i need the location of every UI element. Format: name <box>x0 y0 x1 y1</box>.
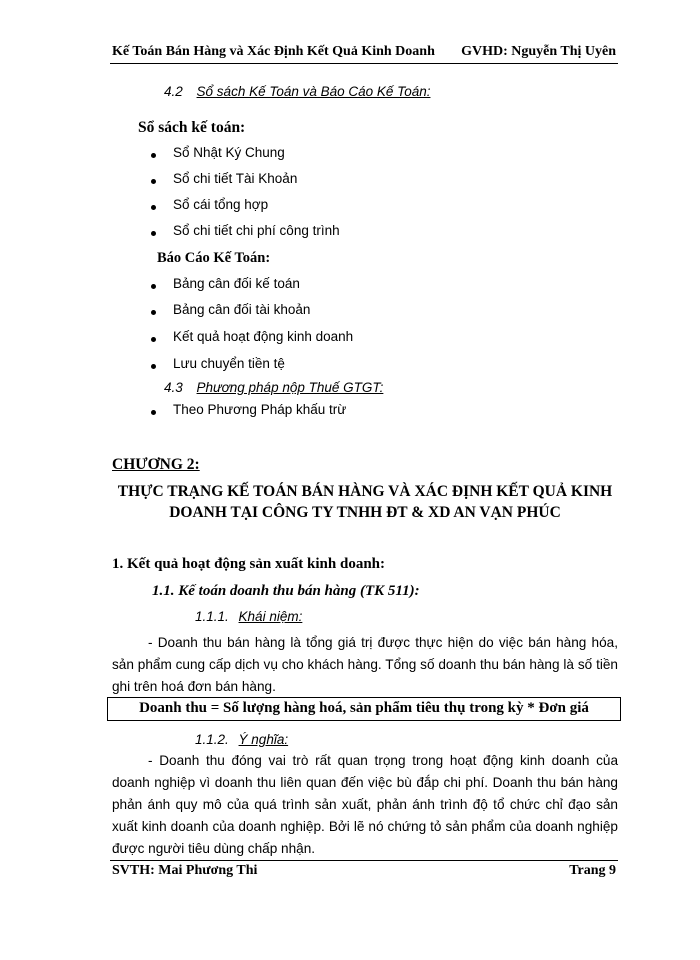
section-4-2-title: Sổ sách Kế Toán và Báo Cáo Kế Toán: <box>196 84 431 99</box>
bao-cao-item: Bảng cân đối kế toán <box>173 276 300 291</box>
bullet-icon <box>151 284 156 289</box>
header-right: GVHD: Nguyễn Thị Uyên <box>461 44 616 59</box>
section-4-2-heading <box>164 84 430 99</box>
section-1-1-1-title: Khái niệm: <box>238 609 303 624</box>
section-1-1-2-title: Ý nghĩa: <box>238 732 289 747</box>
section-1-title: 1. Kết quả hoạt động sản xuất kinh doanh: <box>112 556 386 572</box>
bao-cao-item: Bảng cân đối tài khoản <box>173 302 311 317</box>
section-1-1-1-number: 1.1.1. <box>195 609 229 624</box>
section-1-1-1-heading <box>195 609 302 624</box>
khai-niem-paragraph <box>112 632 618 698</box>
y-nghia-paragraph <box>112 750 618 860</box>
y-nghia-text: - Doanh thu đóng vai trò rất quan trọng trong hoạt động kinh doanh của doanh nghiệp vì doanh thu liên quan đến việc bù đắp chi phí. Doanh thu bán hàng phản ánh quy mô của quá trình sản xuất, phản ánh trình độ tổ chức chỉ đạo sản xuất kinh doanh của doanh nghiệp. Bởi lẽ nó chứng tỏ sản phẩm của doanh nghiệp được người tiêu dùng chấp nhận. <box>112 753 618 856</box>
chapter-title-line1: THỰC TRẠNG KẾ TOÁN BÁN HÀNG VÀ XÁC ĐỊNH KẾT QUẢ KINH <box>117 483 613 500</box>
section-4-3-heading <box>164 380 383 395</box>
bullet-icon <box>151 179 156 184</box>
section-4-2-number: 4.2 <box>164 84 183 99</box>
section-4-3-number: 4.3 <box>164 380 183 395</box>
section-4-3-item: Theo Phương Pháp khấu trừ <box>173 402 347 417</box>
bao-cao-item: Lưu chuyển tiền tệ <box>173 356 285 371</box>
section-1-1-2-number: 1.1.2. <box>195 732 229 747</box>
section-1-1-title: 1.1. Kế toán doanh thu bán hàng (TK 511): <box>152 583 420 599</box>
chapter-label: CHƯƠNG 2: <box>112 456 200 473</box>
bullet-icon <box>151 410 156 415</box>
bullet-icon <box>151 205 156 210</box>
so-sach-item: Sổ chi tiết chi phí công trình <box>173 223 340 238</box>
chapter-title-line2: DOANH TẠI CÔNG TY TNHH ĐT & XD AN VẠN PHÚC <box>169 504 561 521</box>
bullet-icon <box>151 231 156 236</box>
formula-box: Doanh thu = Số lượng hàng hoá, sản phẩm tiêu thụ trong kỳ * Đơn giá <box>107 697 621 721</box>
bullet-icon <box>151 364 156 369</box>
header-left: Kế Toán Bán Hàng và Xác Định Kết Quả Kinh Doanh <box>112 44 435 59</box>
so-sach-heading: Sổ sách kế toán: <box>138 119 246 136</box>
so-sach-item: Sổ Nhật Ký Chung <box>173 145 285 160</box>
header-rule <box>110 63 618 64</box>
section-1-1-2-heading <box>195 732 288 747</box>
bao-cao-heading: Báo Cáo Kế Toán: <box>157 250 271 266</box>
so-sach-item: Sổ cái tổng hợp <box>173 197 269 212</box>
footer-right: Trang 9 <box>569 863 616 878</box>
footer-rule <box>110 860 618 861</box>
footer-left: SVTH: Mai Phương Thi <box>112 863 258 878</box>
bao-cao-item: Kết quả hoạt động kinh doanh <box>173 329 354 344</box>
bullet-icon <box>151 310 156 315</box>
so-sach-item: Sổ chi tiết Tài Khoản <box>173 171 298 186</box>
section-4-3-title: Phương pháp nộp Thuế GTGT: <box>196 380 384 395</box>
bullet-icon <box>151 337 156 342</box>
bullet-icon <box>151 153 156 158</box>
khai-niem-text: - Doanh thu bán hàng là tổng giá trị được thực hiện do việc bán hàng hóa, sản phẩm cung cấp dịch vụ cho khách hàng. Tổng số doanh thu bán hàng là số tiền ghi trên hoá đơn bán hàng. <box>112 635 618 694</box>
